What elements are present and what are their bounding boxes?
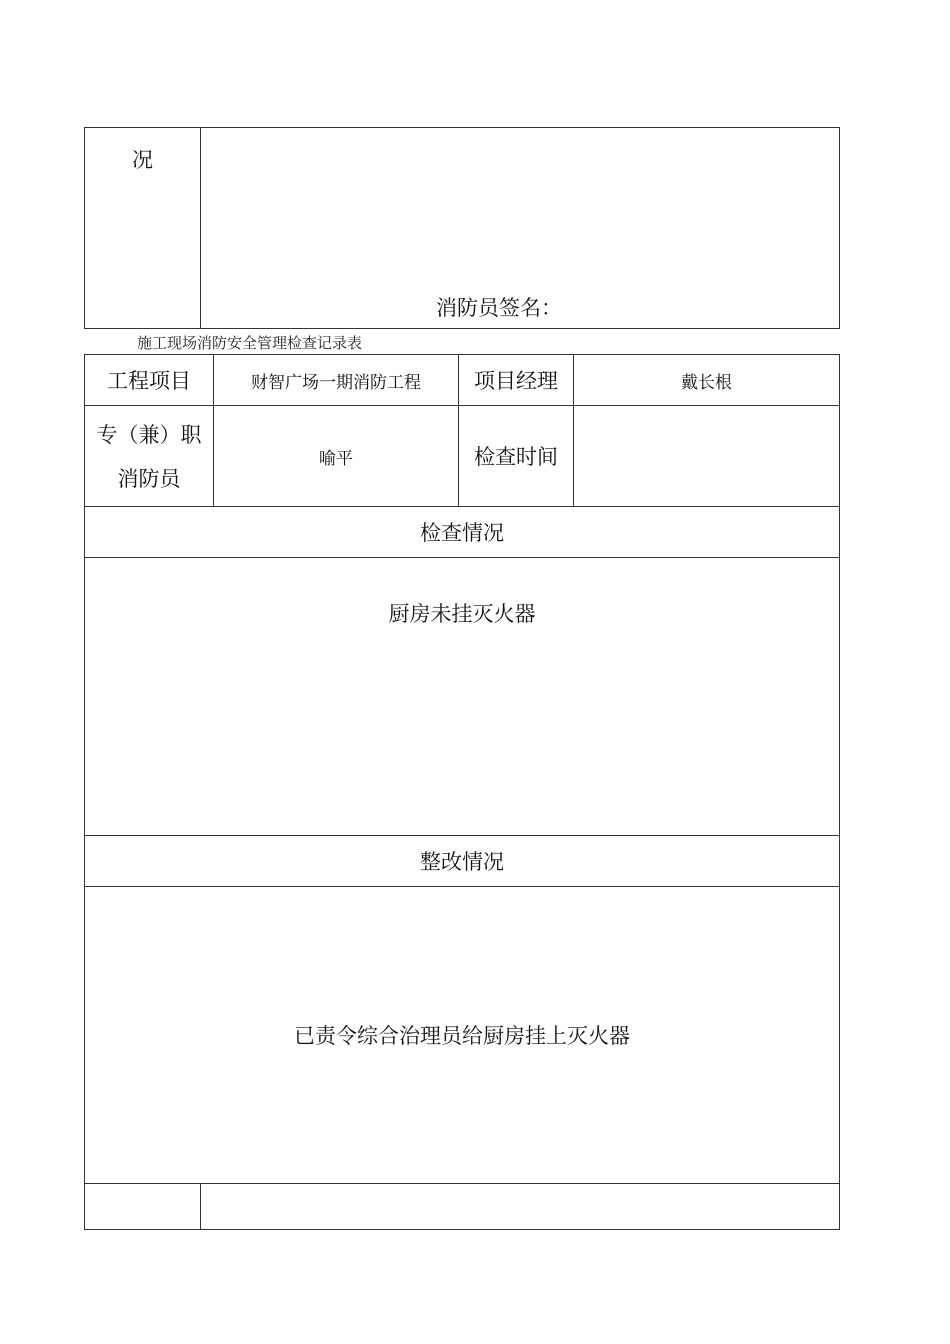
rectification-header-text: 整改情况	[420, 850, 504, 874]
firefighter-value-cell	[213, 405, 459, 507]
project-value-cell	[213, 354, 459, 406]
form-title: 施工现场消防安全管理检查记录表	[137, 334, 363, 352]
prev-content-cell	[200, 127, 840, 329]
firefighter-label	[84, 405, 214, 507]
time-label-text: 检查时间	[474, 445, 558, 469]
rectification-header	[84, 835, 840, 887]
prev-label-char: 况	[132, 148, 153, 172]
inspection-header-text: 检查情况	[420, 521, 504, 545]
manager-value: 戴长根	[681, 372, 732, 393]
time-label	[458, 405, 574, 507]
bottom-content-cell	[200, 1183, 840, 1230]
bottom-label-cell	[84, 1183, 201, 1230]
project-label-text: 工程项目	[107, 369, 191, 393]
signature-label: 消防员签名：	[436, 296, 562, 320]
inspection-header	[84, 506, 840, 558]
inspection-content-cell	[84, 557, 840, 836]
firefighter-value: 喻平	[319, 448, 353, 469]
project-label	[84, 354, 214, 406]
firefighter-label-line1: 专（兼）职	[96, 423, 202, 447]
time-value-cell	[573, 405, 840, 507]
manager-label-text: 项目经理	[474, 369, 558, 393]
rectification-content-cell	[84, 886, 840, 1184]
prev-label-cell	[84, 127, 201, 329]
inspection-content: 厨房未挂灭火器	[388, 602, 536, 626]
manager-value-cell	[573, 354, 840, 406]
rectification-content: 已责令综合治理员给厨房挂上灭火器	[294, 1024, 630, 1048]
firefighter-label-line2: 消防员	[117, 467, 181, 491]
project-value: 财智广场一期消防工程	[251, 372, 421, 393]
manager-label	[458, 354, 574, 406]
